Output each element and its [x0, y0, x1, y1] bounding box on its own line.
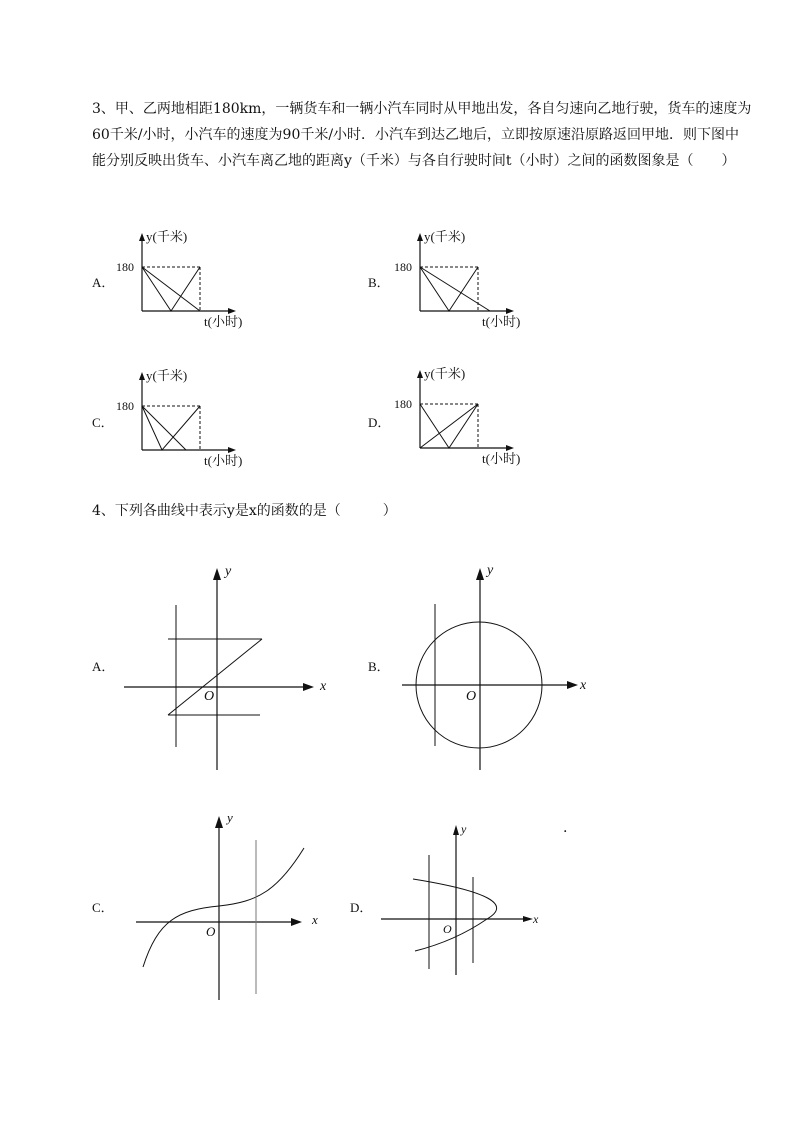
- y-axis-arrow: [139, 372, 145, 380]
- x-axis-arrow: [523, 916, 533, 922]
- t-axis-label: t(小时): [204, 314, 243, 329]
- q4-graph-c: [128, 810, 338, 1010]
- x-label: x: [580, 678, 587, 693]
- y-label: y: [227, 810, 233, 825]
- truck-line: [142, 406, 186, 450]
- q4-option-d-label[interactable]: D．: [350, 900, 373, 915]
- stray-dot: .: [563, 820, 568, 836]
- q3-option-c-label[interactable]: C．: [92, 415, 114, 430]
- q4-option-c-label[interactable]: C．: [92, 900, 114, 915]
- y-axis-arrow: [453, 825, 459, 835]
- y-axis-label: y(千米): [146, 229, 188, 244]
- t-axis-label: t(小时): [204, 453, 243, 468]
- y-value-label: 180: [394, 260, 412, 274]
- x-axis-arrow: [567, 681, 578, 689]
- diagonal-line: [168, 639, 262, 715]
- question-3-text: 3、甲、乙两地相距180km，一辆货车和一辆小汽车同时从甲地出发，各自匀速向乙地行驶，货车的速度为60千米/小时，小汽车的速度为90千米/小时．小汽车到达乙地后，立即按原速沿原路返回甲地．则下图中能分别反映出货车、小汽车离乙地的距离y（千米）与各自行驶时间t（小时）之间的函数图象是（ ）: [92, 101, 752, 169]
- q3-option-a-label[interactable]: A．: [92, 275, 115, 290]
- truck-line: [420, 404, 478, 448]
- y-axis-label: y(千米): [146, 368, 188, 383]
- y-value-label: 180: [394, 397, 412, 411]
- car-line: [142, 406, 200, 450]
- q3-graph-d: [388, 362, 538, 472]
- origin-label: O: [466, 689, 477, 704]
- x-label: x: [320, 679, 327, 694]
- x-label: x: [312, 912, 318, 927]
- y-axis-arrow: [417, 233, 423, 241]
- t-axis-label: t(小时): [482, 314, 521, 329]
- y-value-label: 180: [116, 399, 134, 413]
- y-axis-arrow: [476, 568, 484, 580]
- y-axis-arrow: [139, 233, 145, 241]
- truck-line: [142, 267, 200, 311]
- y-label: y: [487, 563, 494, 578]
- y-axis-arrow: [215, 816, 223, 828]
- parabola-curve: [413, 879, 497, 951]
- q4-option-a-label[interactable]: A．: [92, 659, 115, 674]
- q3-option-d-label[interactable]: D．: [368, 415, 391, 430]
- question-4-text: 4、下列各曲线中表示y是x的函数的是（ ）: [92, 503, 397, 519]
- q3-graph-b: [388, 225, 538, 335]
- x-axis-arrow: [291, 918, 302, 926]
- x-label: x: [533, 912, 539, 926]
- q3-graph-a: [110, 225, 260, 335]
- cubic-curve: [143, 848, 304, 967]
- y-axis-label: y(千米): [424, 366, 466, 381]
- q3-option-b-label[interactable]: B．: [368, 275, 390, 290]
- t-axis-label: t(小时): [482, 451, 521, 466]
- x-axis-arrow: [303, 683, 314, 691]
- q4-graph-b: [390, 560, 630, 780]
- car-line: [420, 267, 478, 311]
- origin-label: O: [204, 689, 215, 704]
- y-axis-label: y(千米): [424, 229, 466, 244]
- origin-label: O: [206, 924, 216, 939]
- truck-line: [420, 267, 490, 311]
- q3-graph-c: [110, 364, 260, 474]
- q4-graph-d: [375, 815, 560, 985]
- q4-option-b-label[interactable]: B．: [368, 659, 390, 674]
- y-axis-arrow: [417, 370, 423, 378]
- y-label: y: [461, 822, 467, 836]
- q4-graph-a: [110, 560, 350, 780]
- y-value-label: 180: [116, 260, 134, 274]
- y-axis-arrow: [213, 568, 221, 580]
- origin-label: O: [443, 922, 452, 936]
- y-label: y: [225, 564, 232, 579]
